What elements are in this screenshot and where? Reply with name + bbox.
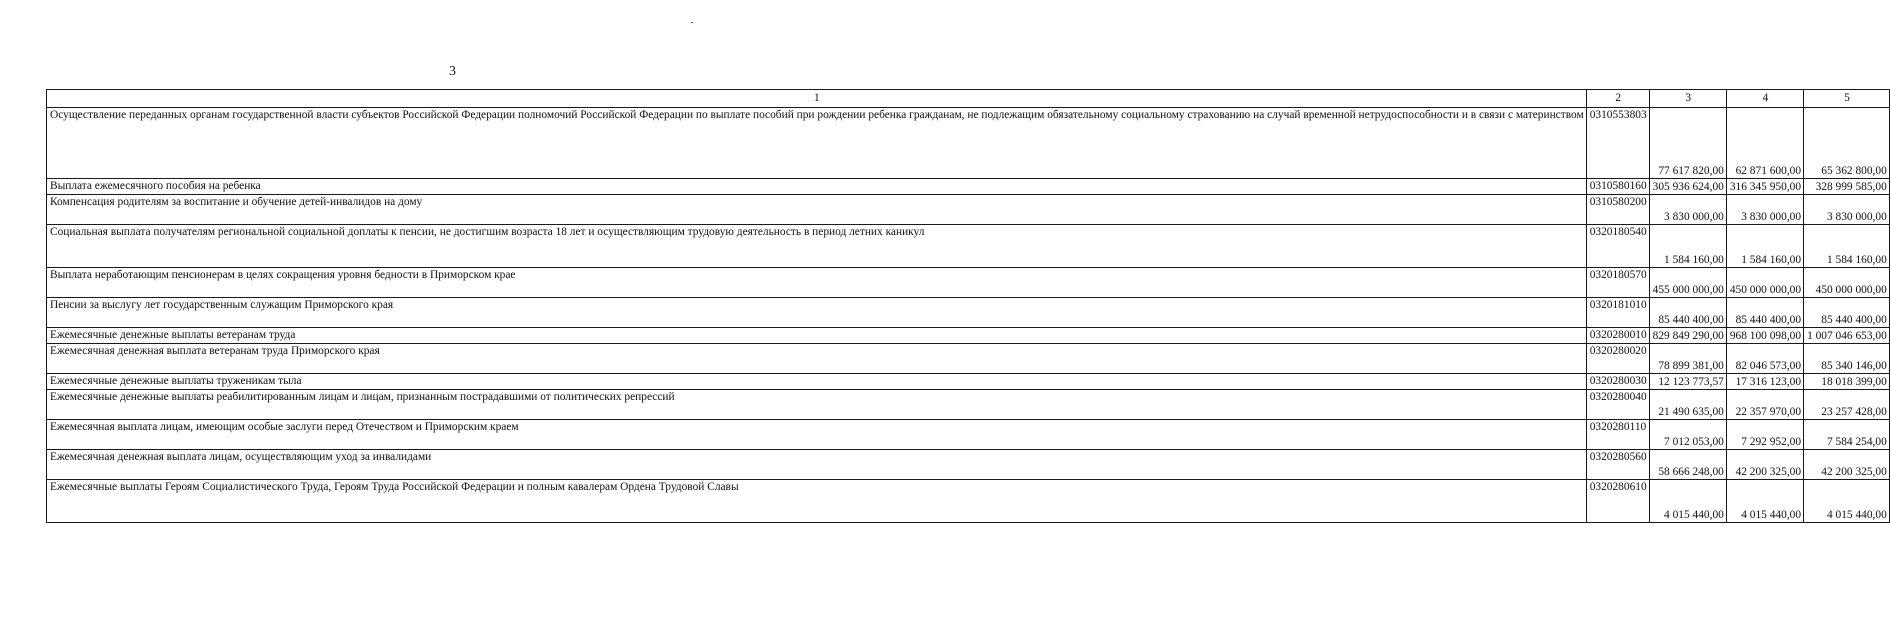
table-row: [47, 480, 1890, 523]
row-value-3: 455 000 000,00: [1649, 268, 1726, 298]
row-name: Компенсация родителям за воспитание и обучение детей-инвалидов на дому: [47, 195, 1587, 225]
row-value-4: 62 871 600,00: [1726, 108, 1803, 179]
row-name: Ежемесячные денежные выплаты реабилитированным лицам и лицам, признанным пострадавшими от политических репрессий: [47, 390, 1587, 420]
row-name: Осуществление переданных органам государственной власти субъектов Российской Федерации полномочий Российской Федерации по выплате пособий при рождении ребенка гражданам, не подлежащим обязательному социальному страхованию на случай временной нетрудоспособности и в связи с материнством: [47, 108, 1587, 179]
row-code: 0310580200: [1586, 195, 1649, 225]
row-value-5: 85 340 146,00: [1804, 344, 1890, 374]
row-value-3: 3 830 000,00: [1649, 195, 1726, 225]
row-code: 0320280030: [1586, 374, 1649, 390]
row-code: 0320280610: [1586, 480, 1649, 523]
row-value-4: 1 584 160,00: [1726, 225, 1803, 268]
row-value-5: 7 584 254,00: [1804, 420, 1890, 450]
row-code: 0310580160: [1586, 179, 1649, 195]
row-code: 0320280560: [1586, 450, 1649, 480]
table-row: [47, 450, 1890, 480]
header-row: [47, 90, 1890, 108]
table-row: [47, 344, 1890, 374]
table-row: [47, 195, 1890, 225]
row-name: Ежемесячные выплаты Героям Социалистического Труда, Героям Труда Российской Федерации и полным кавалерам Ордена Трудовой Славы: [47, 480, 1587, 523]
row-value-5: 23 257 428,00: [1804, 390, 1890, 420]
row-value-3: 12 123 773,57: [1649, 374, 1726, 390]
row-name: Социальная выплата получателям региональной социальной доплаты к пенсии, не достигшим возраста 18 лет и осуществляющим трудовую деятельность в период летних каникул: [47, 225, 1587, 268]
row-code: 0320280020: [1586, 344, 1649, 374]
header-cell-1: 1: [47, 90, 1587, 108]
row-value-5: 4 015 440,00: [1804, 480, 1890, 523]
row-value-4: 316 345 950,00: [1726, 179, 1803, 195]
row-value-3: 305 936 624,00: [1649, 179, 1726, 195]
row-code: 0310553803: [1586, 108, 1649, 179]
row-value-5: 65 362 800,00: [1804, 108, 1890, 179]
row-value-4: 4 015 440,00: [1726, 480, 1803, 523]
row-value-4: 85 440 400,00: [1726, 298, 1803, 328]
row-name: Ежемесячная денежная выплата ветеранам труда Приморского края: [47, 344, 1587, 374]
row-name: Выплата ежемесячного пособия на ребенка: [47, 179, 1587, 195]
row-value-5: 1 007 046 653,00: [1804, 328, 1890, 344]
row-value-3: 7 012 053,00: [1649, 420, 1726, 450]
table-row: [47, 108, 1890, 179]
row-code: 0320280040: [1586, 390, 1649, 420]
row-value-5: 328 999 585,00: [1804, 179, 1890, 195]
row-name: Ежемесячные денежные выплаты труженикам тыла: [47, 374, 1587, 390]
header-cell-2: 2: [1586, 90, 1649, 108]
row-value-3: 85 440 400,00: [1649, 298, 1726, 328]
row-code: 0320180570: [1586, 268, 1649, 298]
row-value-4: 22 357 970,00: [1726, 390, 1803, 420]
row-name: Ежемесячная выплата лицам, имеющим особые заслуги перед Отечеством и Приморским краем: [47, 420, 1587, 450]
header-cell-5: 5: [1804, 90, 1890, 108]
row-value-5: 3 830 000,00: [1804, 195, 1890, 225]
row-value-4: 450 000 000,00: [1726, 268, 1803, 298]
table-row: [47, 225, 1890, 268]
row-value-3: 4 015 440,00: [1649, 480, 1726, 523]
row-value-5: 18 018 399,00: [1804, 374, 1890, 390]
table-row: [47, 374, 1890, 390]
budget-table: [46, 89, 1890, 523]
table-row: [47, 420, 1890, 450]
table-row: [47, 298, 1890, 328]
row-value-3: 829 849 290,00: [1649, 328, 1726, 344]
row-name: Пенсии за выслугу лет государственным служащим Приморского края: [47, 298, 1587, 328]
table-row: [47, 179, 1890, 195]
table-row: [47, 390, 1890, 420]
row-code: 0320181010: [1586, 298, 1649, 328]
row-value-5: 85 440 400,00: [1804, 298, 1890, 328]
row-name: Ежемесячная денежная выплата лицам, осуществляющим уход за инвалидами: [47, 450, 1587, 480]
row-value-5: 42 200 325,00: [1804, 450, 1890, 480]
row-value-4: 17 316 123,00: [1726, 374, 1803, 390]
row-code: 0320280010: [1586, 328, 1649, 344]
row-value-3: 1 584 160,00: [1649, 225, 1726, 268]
row-value-3: 77 617 820,00: [1649, 108, 1726, 179]
row-code: 0320180540: [1586, 225, 1649, 268]
header-cell-4: 4: [1726, 90, 1803, 108]
row-code: 0320280110: [1586, 420, 1649, 450]
row-name: Выплата неработающим пенсионерам в целях сокращения уровня бедности в Приморском крае: [47, 268, 1587, 298]
header-cell-3: 3: [1649, 90, 1726, 108]
row-value-4: 82 046 573,00: [1726, 344, 1803, 374]
row-value-3: 58 666 248,00: [1649, 450, 1726, 480]
row-value-4: 7 292 952,00: [1726, 420, 1803, 450]
scan-speck: [691, 22, 693, 23]
row-value-4: 968 100 098,00: [1726, 328, 1803, 344]
row-name: Ежемесячные денежные выплаты ветеранам труда: [47, 328, 1587, 344]
page-number: 3: [449, 64, 456, 79]
row-value-4: 42 200 325,00: [1726, 450, 1803, 480]
row-value-4: 3 830 000,00: [1726, 195, 1803, 225]
row-value-3: 21 490 635,00: [1649, 390, 1726, 420]
table-row: [47, 268, 1890, 298]
row-value-5: 450 000 000,00: [1804, 268, 1890, 298]
table-row: [47, 328, 1890, 344]
row-value-3: 78 899 381,00: [1649, 344, 1726, 374]
row-value-5: 1 584 160,00: [1804, 225, 1890, 268]
